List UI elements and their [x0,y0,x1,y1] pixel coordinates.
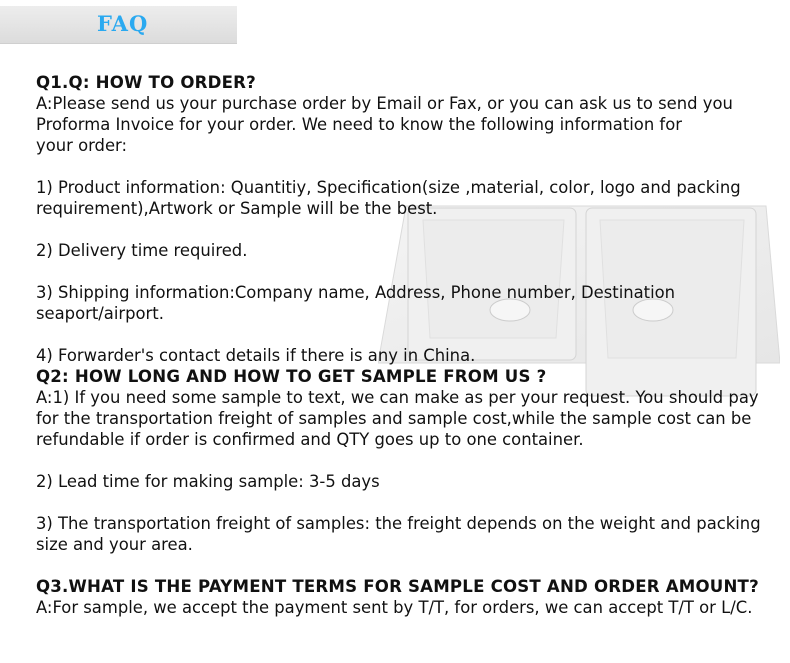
faq-header-banner [0,6,237,44]
answer-line: 2) Delivery time required. [36,241,248,260]
answer-line: 1) Product information: Quantitiy, Specification(size ,material, color, logo and packing [36,178,741,197]
answer-line: A:1) If you need some sample to text, we can make as per your request. You should pay [36,388,759,407]
answer-line: 4) Forwarder's contact details if there is any in China. [36,346,476,365]
answer-line: your order: [36,136,128,155]
answer-line: size and your area. [36,535,193,554]
answer-line: 3) The transportation freight of samples: the freight depends on the weight and packing [36,514,761,533]
answer-line: A:Please send us your purchase order by Email or Fax, or you can ask us to send you [36,94,733,113]
answer-line: Proforma Invoice for your order. We need to know the following information for [36,115,682,134]
page-title: FAQ [97,11,149,36]
question-2: Q2: HOW LONG AND HOW TO GET SAMPLE FROM US ? [36,367,547,386]
question-3: Q3.WHAT IS THE PAYMENT TERMS FOR SAMPLE COST AND ORDER AMOUNT? [36,577,759,596]
answer-line: requirement),Artwork or Sample will be the best. [36,199,438,218]
answer-line: refundable if order is confirmed and QTY goes up to one container. [36,430,584,449]
answer-line: A:For sample, we accept the payment sent by T/T, for orders, we can accept T/T or L/C. [36,598,753,617]
answer-line: 3) Shipping information:Company name, Address, Phone number, Destination [36,283,676,302]
answer-line: 2) Lead time for making sample: 3-5 days [36,472,380,491]
faq-content [36,72,781,618]
answer-line: for the transportation freight of samples and sample cost,while the sample cost can be [36,409,752,428]
answer-line: seaport/airport. [36,304,164,323]
question-1: Q1.Q: HOW TO ORDER? [36,73,256,92]
